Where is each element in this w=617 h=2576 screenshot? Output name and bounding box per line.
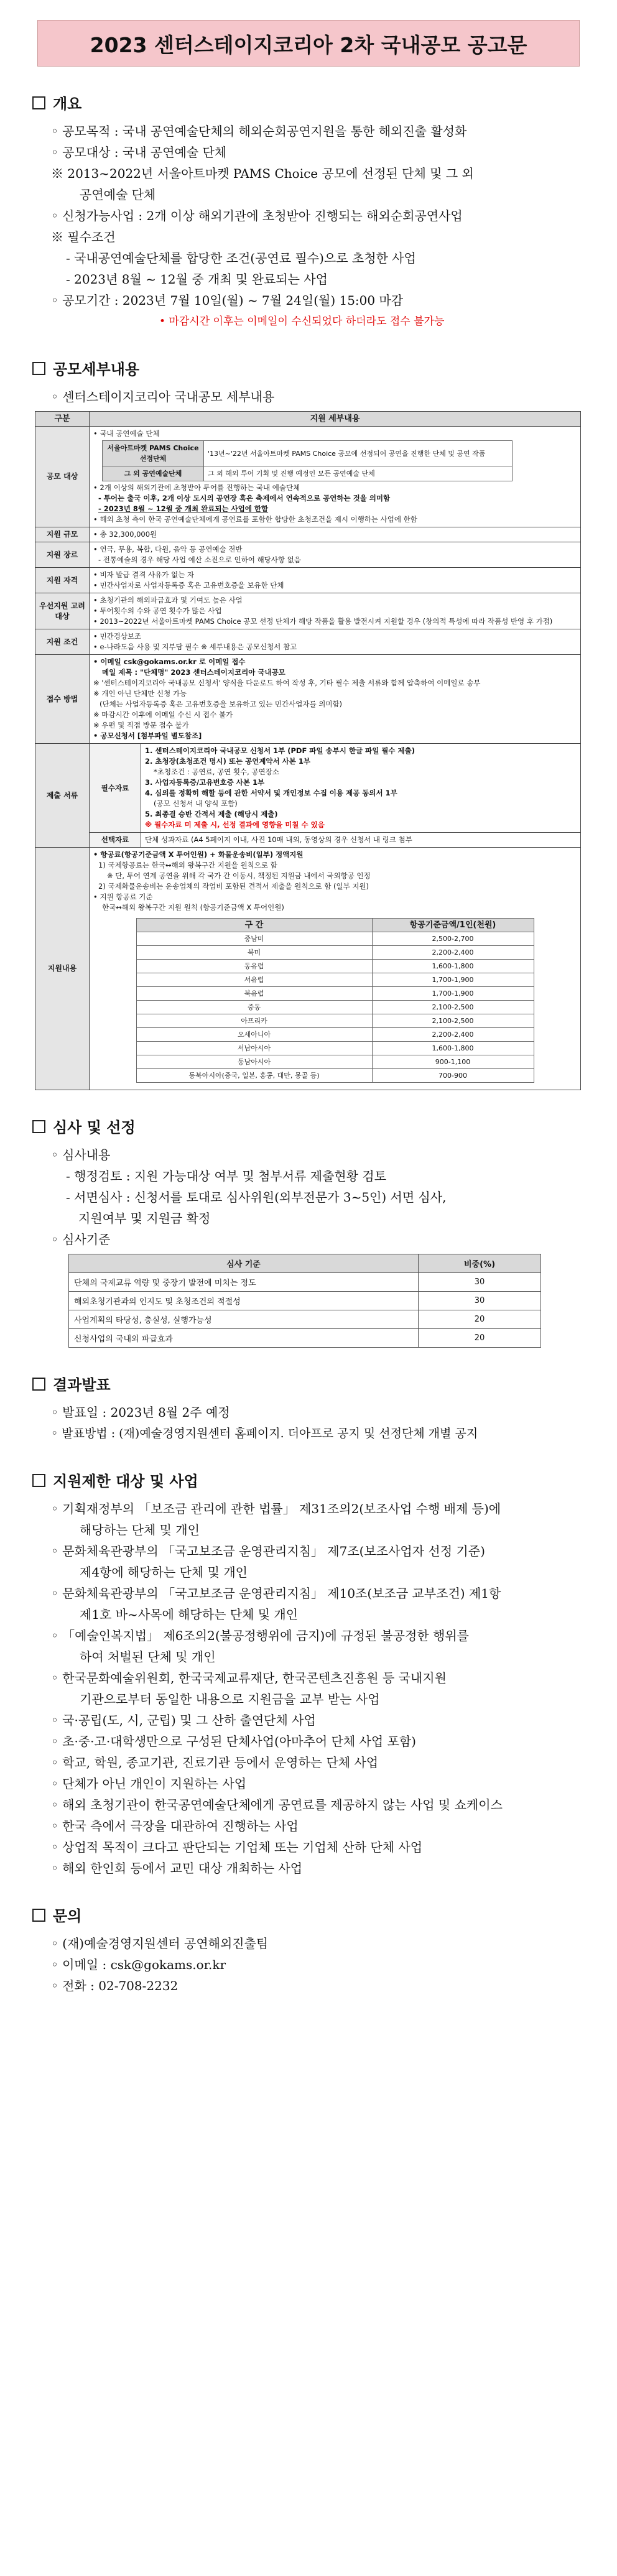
airfare-row	[136, 1001, 534, 1014]
restriction-item: 기관으로부터 동일한 내용으로 지원금을 교부 받는 사업	[80, 1692, 380, 1707]
criteria-weight: 30	[419, 1292, 541, 1310]
checkbox-square-icon	[32, 96, 45, 109]
restriction-item: ◦ 단체가 아닌 개인이 지원하는 사업	[51, 1776, 247, 1791]
contact-email[interactable]: ◦ 이메일 : csk@gokams.or.kr	[51, 1957, 226, 1972]
restriction-item: ◦ 문화체육관광부의 「국고보조금 운영관리지침」 제7조(보조사업자 선정 기준)	[51, 1544, 485, 1559]
restriction-item: ◦ 학교, 학원, 종교기관, 진료기관 등에서 운영하는 단체 사업	[51, 1755, 379, 1770]
airfare-zone: 중동	[136, 1001, 372, 1014]
restriction-item: ◦ 한국 측에서 극장을 대관하여 진행하는 사업	[51, 1818, 299, 1833]
restriction-list	[29, 1498, 588, 1879]
details-col-item: 구분	[35, 412, 90, 427]
airfare-amount: 2,100-2,500	[372, 1001, 534, 1014]
row-target: • 국내 공연예술 단체 서울아트마켓 PAMS Choice 선정단체 '13년~'22년 서울아트마켓 PAMS Choice 공모에 선정되어 공연을 진행한 단체 및 공연 작품 그 외 공연예술단체 그 외 해외 투어 기획 및 진행 예정인 모든 공연예술 단체 • 2개 이상의 해외기관에 초청받아 투어를 진행하는 국내 예술단체 - 투어는 출국 이후, 2개 이상 도시의 공연장 혹은 축제에서 연속적으로 공연하는 것을 의미함 - 2023년 8월 ~ 12월 중 개최 완료되는 사업에 한함 • 해외 초청 측이 한국 공연예술단체에게 공연료를 포함한 합당한 초청조건을 제시 이행하는 사업에 한함	[90, 427, 581, 527]
contact-org: ◦ (재)예술경영지원센터 공연해외진출팀	[51, 1936, 269, 1951]
checkbox-square-icon	[32, 362, 45, 375]
restriction-item: ◦ 상업적 목적이 크다고 판단되는 기업체 또는 기업체 산하 단체 사업	[51, 1840, 423, 1855]
airfare-zone: 동북아시아(중국, 일본, 홍콩, 대만, 몽골 등)	[136, 1069, 372, 1083]
overview-target-note-cont: 공연예술 단체	[80, 187, 156, 202]
airfare-zone: 동남아시아	[136, 1055, 372, 1069]
section-heading-overview: 개요	[32, 91, 588, 113]
airfare-zone: 아프리카	[136, 1014, 372, 1028]
review-criteria-row	[69, 1292, 541, 1310]
restriction-item: 제4항에 해당하는 단체 및 개인	[80, 1565, 248, 1580]
row-qualification: • 비자 발급 결격 사유가 없는 자 • 민간사업자로 사업자등록증 혹은 고유번호증을 보유한 단체	[90, 568, 581, 593]
announcement-page: 2023 센터스테이지코리아 2차 국내공모 공고문 개요 ◦ 공모목적 : 국내 공연예술단체의 해외순회공연지원을 통한 해외진출 활성화 ◦ 공모대상 : 국내 공연예술 단체 ※ 2013~2022년 서울아트마켓 PAMS Choice 공모에 선정된 단체 및 그 외 공연예술 단체 ◦ 신청가능사업 : 2개 이상 해외기관에 초청받아 진행되는 해외순회공연사업 ※ 필수조건 - 국내공연예술단체를 합당한 조건(공연료 필수)으로 초청한 사업 - 2023년 8월 ~ 12월 중 개최 및 완료되는 사업 ◦ 공모기간 : 2023년 7월 10일(월) ~ 7월 24일(월) 15:00 마감 • 마감시간 이후는 이메일이 수신되었다 하더라도 접수 불가능 공모세부내용 ◦ 센터스테이지코리아 국내공모 세부내용 구분 지원 세부내용 공모 대상 • 국내 공연예술 단체 서울아트마켓 PAMS Choice 선정단체 '13년~'22년 서울아트마켓 PAMS Choice 공모에 선정되어 공연을 진행한 단체 및 공연 작품 그 외 공연예술단체 그 외 해외 투어 기획 및 진행 예정인 모든 공연예술 단체 • 2개 이상의 해외기관에 초청받아 투어를 진행하는 국내 예술단체 - 투어는 출국 이후, 2개 이상 도시의 공연장 혹은 축제에서 연속적으로 공연하는 것을 의미함 - 2023년 8월 ~ 12월 중 개최 완료되는 사업에 한함 • 해외 초청 측이 한국 공연예술단체에게 공연료를 포함한 합당한 초청조건을 제시 이행하는 사업에 한함 지원 규모 • 총 32,300,000원 지원 장르 • 연극, 무용, 복합, 다원, 음악 등 공연예술 전반 - 전통예술의 경우 해당 사업 예산 소진으로 인하여 해당사항 없음 지원 자격 • 비자 발급 결격 사유가 없는 자 • 민간사업자로 사업자등록증 혹은 고유번호증을 보유한 단체 우선지원 고려대상 • 초청기관의 해외파급효과 및 기여도 높은 사업 • 투어횟수의 수와 공연 횟수가 많은 사업 • 2013~2022년 서울아트마켓 PAMS Choice 공모 선정 단체가 해당 작품을 활용 발전시켜 지원할 경우 (창의적 특성에 따라 작품성 반영 후 가점) 지원 조건 • 민간경상보조 • e-나라도움 사용 및 지부담 필수 ※ 세부내용은 공모신청서 참고 접수 방법 • 이메일 csk@gokams.or.kr 로 이메일 접수 메일 제목 : "단체명" 2023 센터스테이지코리아 국내공모 ※ '센터스테이지코리아 국내공모 신청서' 양식을 다운로드 하여 작성 후, 기타 필수 제출 서류와 함께 압축하여 이메일로 송부 ※ 개인 아닌 단체만 신청 가능 (단체는 사업자등록증 혹은 고유번호증을 보유하고 있는 민간사업자를 의미함) ※ 마감시간 이후에 이메일 수신 시 접수 불가 ※ 우편 및 직접 방문 접수 불가 • 공모신청서 [첨부파일 별도참조] 제출 서류 필수자료 1. 센터스테이지코리아 국내공모 신청서 1부 (PDF 파일 송부시 한글 파일 필수 제출) 2. 초청장(초청조건 명시) 또는 공연계약서 사본 1부 *초청조건 : 공연료, 공연 횟수, 공연장소 3. 사업자등록증/고유번호증 사본 1부 4. 심의를 정확히 해할 등에 관한 서약서 및 개인정보 수집 이용 제공 동의서 1부 (공모 신청서 내 양식 포함) 5. 최종결 승반 간적서 제출 (해당시 제출) ※ 필수자료 미 제출 시, 선정 결과에 영향을 미칠 수 있음 선택자료 단체 성과자료 (A4 5페이지 이내, 사진 10매 내외, 동영상의 경우 신청서 내 링크 첨부 지원내용 • 항공료(항공기준금액 X 투어인원) + 화물운송비(일부) 정액지원 1) 국제항공료는 한국↔해외 왕복구간 지원을 원칙으로 함 ※ 단, 투어 연계 공연을 위해 각 국가 간 이동시, 책정된 지원금 내에서 국외항공 인정 2) 국제화물운송비는 운송업체의 작업비 포함된 견적서 제출을 원칙으로 함 (일부 지원) • 지원 항공료 기준 한국↔해외 왕복구간 지원 원칙 (항공기준금액 X 투어인원) 구 간 항공기준금액/1인(천원) 중남미 2,500-2,700 북미 2,200-2,400 동유럽 1,600-1,800 서유럽 1,700-1,900 북유럽 1,700-1,900 중동 2,100-2,500 아프리카 2,100-2,500 오세아니아 2,200-2,400 서남아시아 1,600-1,800 동남아시아 900-1,100 동북아시아(중국, 일본, 홍콩, 대만, 몽골 등) 700-900 심사 및 선정 ◦ 심사내용 - 행정검토 : 지원 가능대상 여부 및 첨부서류 제출현황 검토 - 서면심사 : 신청서를 토대로 심사위원(외부전문가 3~5인) 서면 심사, 지원여부 및 지원금 확정 ◦ 심사기준 심사 기준 비중(%) 단체의 국제교류 역량 및 중장기 발전에 미치는 정도 30 해외초청기관과의 인지도 및 초청조건의 적절성 30 사업계획의 타당성, 충실성, 실행가능성 20 신청사업의 국내외 파급효과 20 결과발표 ◦ 발표일 : 2023년 8월 2주 예정 ◦ 발표방법 : (재)예술경영지원센터 홈페이지. 더아프로 공지 및 선정단체 개별 공지 지원제한 대상 및 사업 ◦ 기획재정부의 「보조금 관리에 관한 법률」 제31조의2(보조사업 수행 배제 등)에 해당하는 단체 및 개인 ◦ 문화체육관광부의 「국고보조금 운영관리지침」 제7조(보조사업자 선정 기준) 제4항에 해당하는 단체 및 개인 ◦ 문화체육관광부의 「국고보조금 운영관리지침」 제10조(보조금 교부조건) 제1항 제1호 바~사목에 해당하는 단체 및 개인 ◦ 「예술인복지법」 제6조의2(불공정행위에 금지)에 규정된 불공정한 행위를 하여 처벌된 단체 및 개인 ◦ 한국문화예술위원회, 한국국제교류재단, 한국콘텐츠진흥원 등 국내지원 기관으로부터 동일한 내용으로 지원금을 교부 받는 사업 ◦ 국·공립(도, 시, 군립) 및 그 산하 출연단체 사업 ◦ 초·중·고·대학생만으로 구성된 단체사업(아마추어 단체 사업 포함) ◦ 학교, 학원, 종교기관, 진료기관 등에서 운영하는 단체 사업 ◦ 단체가 아닌 개인이 지원하는 사업 ◦ 해외 초청기관이 한국공연예술단체에게 공연료를 제공하지 않는 사업 및 쇼케이스 ◦ 한국 측에서 극장을 대관하여 진행하는 사업 ◦ 상업적 목적이 크다고 판단되는 기업체 또는 기업체 산하 단체 사업 ◦ 해외 한인회 등에서 교민 대상 개최하는 사업 문의 ◦ (재)예술경영지원센터 공연해외진출팀 ◦ 이메일 : csk@gokams.or.kr ◦ 전화 : 02-708-2232	[0, 20, 617, 1996]
restriction-item: ◦ 문화체육관광부의 「국고보조금 운영관리지침」 제10조(보조금 교부조건) 제1항	[51, 1586, 501, 1601]
airfare-zone: 중남미	[136, 932, 372, 946]
row-method: • 이메일 csk@gokams.or.kr 로 이메일 접수 메일 제목 : "단체명" 2023 센터스테이지코리아 국내공모 ※ '센터스테이지코리아 국내공모 신청서' 양식을 다운로드 하여 작성 후, 기타 필수 제출 서류와 함께 압축하여 이메일로 송부 ※ 개인 아닌 단체만 신청 가능 (단체는 사업자등록증 혹은 고유번호증을 보유하고 있는 민간사업자를 의미함) ※ 마감시간 이후에 이메일 수신 시 접수 불가 ※ 우편 및 직접 방문 접수 불가 • 공모신청서 [첨부파일 별도참조]	[90, 655, 581, 744]
airfare-amount: 900-1,100	[372, 1055, 534, 1069]
overview-req-2: - 2023년 8월 ~ 12월 중 개최 및 완료되는 사업	[66, 272, 328, 287]
restriction-item: ◦ 「예술인복지법」 제6조의2(불공정행위에 금지)에 규정된 불공정한 행위를	[51, 1628, 469, 1643]
row-scale: • 총 32,300,000원	[90, 527, 581, 542]
overview-target-note: ※ 2013~2022년 서울아트마켓 PAMS Choice 공모에 선정된 단체 및 그 외	[51, 166, 474, 181]
email-submit-line: • 이메일 csk@gokams.or.kr 로 이메일 접수	[93, 657, 246, 666]
airfare-zone: 동유럽	[136, 960, 372, 973]
airfare-amount: 2,100-2,500	[372, 1014, 534, 1028]
review-criteria-table: 심사 기준 비중(%) 단체의 국제교류 역량 및 중장기 발전에 미치는 정도 30 해외초청기관과의 인지도 및 초청조건의 적절성 30 사업계획의 타당성, 충실성, 실행가능성 20 신청사업의 국내외 파급효과 20	[68, 1254, 541, 1348]
airfare-row	[136, 1069, 534, 1083]
overview-period-note: • 마감시간 이후는 이메일이 수신되었다 하더라도 접수 불가능	[159, 315, 445, 328]
overview-possible: ◦ 신청가능사업 : 2개 이상 해외기관에 초청받아 진행되는 해외순회공연사업	[51, 208, 463, 223]
airfare-zone: 서유럽	[136, 973, 372, 987]
criteria-name: 단체의 국제교류 역량 및 중장기 발전에 미치는 정도	[69, 1273, 419, 1292]
details-table: 구분 지원 세부내용 공모 대상 • 국내 공연예술 단체 서울아트마켓 PAMS Choice 선정단체 '13년~'22년 서울아트마켓 PAMS Choice 공모에 선정되어 공연을 진행한 단체 및 공연 작품 그 외 공연예술단체 그 외 해외 투어 기획 및 진행 예정인 모든 공연예술 단체 • 2개 이상의 해외기관에 초청받아 투어를 진행하는 국내 예술단체 - 투어는 출국 이후, 2개 이상 도시의 공연장 혹은 축제에서 연속적으로 공연하는 것을 의미함 - 2023년 8월 ~ 12월 중 개최 완료되는 사업에 한함 • 해외 초청 측이 한국 공연예술단체에게 공연료를 포함한 합당한 초청조건을 제시 이행하는 사업에 한함 지원 규모 • 총 32,300,000원 지원 장르 • 연극, 무용, 복합, 다원, 음악 등 공연예술 전반 - 전통예술의 경우 해당 사업 예산 소진으로 인하여 해당사항 없음 지원 자격 • 비자 발급 결격 사유가 없는 자 • 민간사업자로 사업자등록증 혹은 고유번호증을 보유한 단체 우선지원 고려대상 • 초청기관의 해외파급효과 및 기여도 높은 사업 • 투어횟수의 수와 공연 횟수가 많은 사업 • 2013~2022년 서울아트마켓 PAMS Choice 공모 선정 단체가 해당 작품을 활용 발전시켜 지원할 경우 (창의적 특성에 따라 작품성 반영 후 가점) 지원 조건 • 민간경상보조 • e-나라도움 사용 및 지부담 필수 ※ 세부내용은 공모신청서 참고 접수 방법 • 이메일 csk@gokams.or.kr 로 이메일 접수 메일 제목 : "단체명" 2023 센터스테이지코리아 국내공모 ※ '센터스테이지코리아 국내공모 신청서' 양식을 다운로드 하여 작성 후, 기타 필수 제출 서류와 함께 압축하여 이메일로 송부 ※ 개인 아닌 단체만 신청 가능 (단체는 사업자등록증 혹은 고유번호증을 보유하고 있는 민간사업자를 의미함) ※ 마감시간 이후에 이메일 수신 시 접수 불가 ※ 우편 및 직접 방문 접수 불가 • 공모신청서 [첨부파일 별도참조] 제출 서류 필수자료 1. 센터스테이지코리아 국내공모 신청서 1부 (PDF 파일 송부시 한글 파일 필수 제출) 2. 초청장(초청조건 명시) 또는 공연계약서 사본 1부 *초청조건 : 공연료, 공연 횟수, 공연장소 3. 사업자등록증/고유번호증 사본 1부 4. 심의를 정확히 해할 등에 관한 서약서 및 개인정보 수집 이용 제공 동의서 1부 (공모 신청서 내 양식 포함) 5. 최종결 승반 간적서 제출 (해당시 제출) ※ 필수자료 미 제출 시, 선정 결과에 영향을 미칠 수 있음 선택자료 단체 성과자료 (A4 5페이지 이내, 사진 10매 내외, 동영상의 경우 신청서 내 링크 첨부 지원내용 • 항공료(항공기준금액 X 투어인원) + 화물운송비(일부) 정액지원 1) 국제항공료는 한국↔해외 왕복구간 지원을 원칙으로 함 ※ 단, 투어 연계 공연을 위해 각 국가 간 이동시, 책정된 지원금 내에서 국외항공 인정 2) 국제화물운송비는 운송업체의 작업비 포함된 견적서 제출을 원칙으로 함 (일부 지원) • 지원 항공료 기준 한국↔해외 왕복구간 지원 원칙 (항공기준금액 X 투어인원) 구 간 항공기준금액/1인(천원) 중남미 2,500-2,700 북미 2,200-2,400 동유럽 1,600-1,800 서유럽 1,700-1,900 북유럽 1,700-1,900 중동 2,100-2,500 아프리카 2,100-2,500 오세아니아 2,200-2,400 서남아시아 1,600-1,800 동남아시아 900-1,100 동북아시아(중국, 일본, 홍콩, 대만, 몽골 등) 700-900	[35, 411, 581, 1090]
checkbox-square-icon	[32, 1474, 45, 1487]
overview-req-title: ※ 필수조건	[51, 229, 116, 244]
section-heading-restriction: 지원제한 대상 및 사업	[32, 1469, 588, 1491]
airfare-amount: 1,600-1,800	[372, 1042, 534, 1055]
restriction-item: 해당하는 단체 및 개인	[80, 1522, 200, 1537]
row-optional-docs: 단체 성과자료 (A4 5페이지 이내, 사진 10매 내외, 동영상의 경우 신청서 내 링크 첨부	[141, 833, 581, 848]
criteria-name: 해외초청기관과의 인지도 및 초청조건의 적절성	[69, 1292, 419, 1310]
review-criteria-row	[69, 1273, 541, 1292]
checkbox-square-icon	[32, 1909, 45, 1922]
details-col-detail: 지원 세부내용	[90, 412, 581, 427]
row-label-target: 공모 대상	[35, 427, 90, 527]
airfare-zone: 북미	[136, 946, 372, 960]
restriction-item: 제1호 바~사목에 해당하는 단체 및 개인	[80, 1607, 299, 1622]
overview-target: ◦ 공모대상 : 국내 공연예술 단체	[51, 145, 227, 160]
criteria-name: 신청사업의 국내외 파급효과	[69, 1329, 419, 1348]
airfare-zone: 서남아시아	[136, 1042, 372, 1055]
airfare-row	[136, 1042, 534, 1055]
restriction-item: ◦ 한국문화예술위원회, 한국국제교류재단, 한국콘텐츠진흥원 등 국내지원	[51, 1670, 447, 1685]
review-criteria-row	[69, 1329, 541, 1348]
section-heading-details: 공모세부내용	[32, 357, 588, 379]
airfare-amount: 2,200-2,400	[372, 1028, 534, 1042]
airfare-amount: 2,500-2,700	[372, 932, 534, 946]
application-form-attachment: • 공모신청서 [첨부파일 별도참조]	[93, 731, 202, 740]
target-inner-table: 서울아트마켓 PAMS Choice 선정단체 '13년~'22년 서울아트마켓 PAMS Choice 공모에 선정되어 공연을 진행한 단체 및 공연 작품 그 외 공연예술단체 그 외 해외 투어 기획 및 진행 예정인 모든 공연예술 단체	[102, 440, 513, 481]
airfare-row	[136, 946, 534, 960]
row-preference: • 초청기관의 해외파급효과 및 기여도 높은 사업 • 투어횟수의 수와 공연 횟수가 많은 사업 • 2013~2022년 서울아트마켓 PAMS Choice 공모 선정 단체가 해당 작품을 활용 발전시켜 지원할 경우 (창의적 특성에 따라 작품성 반영 후 가점)	[90, 593, 581, 629]
details-intro: ◦ 센터스테이지코리아 국내공모 세부내용	[51, 389, 275, 404]
criteria-weight: 30	[419, 1273, 541, 1292]
criteria-name: 사업계획의 타당성, 충실성, 실행가능성	[69, 1310, 419, 1329]
airfare-row	[136, 960, 534, 973]
section-heading-contact: 문의	[32, 1904, 588, 1925]
criteria-weight: 20	[419, 1329, 541, 1348]
restriction-item: ◦ 국·공립(도, 시, 군립) 및 그 산하 출연단체 사업	[51, 1713, 316, 1728]
airfare-row	[136, 1014, 534, 1028]
overview-period: ◦ 공모기간 : 2023년 7월 10일(월) ~ 7월 24일(월) 15:00 마감	[51, 293, 404, 308]
airfare-row	[136, 973, 534, 987]
row-required-docs: 1. 센터스테이지코리아 국내공모 신청서 1부 (PDF 파일 송부시 한글 파일 필수 제출) 2. 초청장(초청조건 명시) 또는 공연계약서 사본 1부 *초청조건 : 공연료, 공연 횟수, 공연장소 3. 사업자등록증/고유번호증 사본 1부 4. 심의를 정확히 해할 등에 관한 서약서 및 개인정보 수집 이용 제공 동의서 1부 (공모 신청서 내 양식 포함) 5. 최종결 승반 간적서 제출 (해당시 제출) ※ 필수자료 미 제출 시, 선정 결과에 영향을 미칠 수 있음	[141, 744, 581, 833]
row-condition: • 민간경상보조 • e-나라도움 사용 및 지부담 필수 ※ 세부내용은 공모신청서 참고	[90, 629, 581, 655]
criteria-weight: 20	[419, 1310, 541, 1329]
airfare-row	[136, 1028, 534, 1042]
overview-purpose: ◦ 공모목적 : 국내 공연예술단체의 해외순회공연지원을 통한 해외진출 활성화	[51, 124, 467, 139]
restriction-item: ◦ 기획재정부의 「보조금 관리에 관한 법률」 제31조의2(보조사업 수행 배제 등)에	[51, 1501, 501, 1516]
contact-phone: ◦ 전화 : 02-708-2232	[51, 1978, 179, 1993]
restriction-item: ◦ 해외 초청기관이 한국공연예술단체에게 공연료를 제공하지 않는 사업 및 쇼케이스	[51, 1797, 503, 1812]
airfare-amount: 2,200-2,400	[372, 946, 534, 960]
airfare-row	[136, 987, 534, 1001]
airfare-row	[136, 932, 534, 946]
airfare-amount: 1,700-1,900	[372, 973, 534, 987]
document-title: 2023 센터스테이지코리아 2차 국내공모 공고문	[37, 20, 580, 67]
airfare-zone: 북유럽	[136, 987, 372, 1001]
airfare-amount: 700-900	[372, 1069, 534, 1083]
airfare-zone: 오세아니아	[136, 1028, 372, 1042]
restriction-item: 하여 처벌된 단체 및 개인	[80, 1649, 216, 1664]
overview-req-1: - 국내공연예술단체를 합당한 조건(공연료 필수)으로 초청한 사업	[66, 251, 416, 266]
section-heading-review: 심사 및 선정	[32, 1115, 588, 1137]
restriction-item: ◦ 초·중·고·대학생만으로 구성된 단체사업(아마추어 단체 사업 포함)	[51, 1734, 416, 1749]
review-criteria-row	[69, 1310, 541, 1329]
airfare-row	[136, 1055, 534, 1069]
airfare-amount: 1,700-1,900	[372, 987, 534, 1001]
row-support: • 항공료(항공기준금액 X 투어인원) + 화물운송비(일부) 정액지원 1) 국제항공료는 한국↔해외 왕복구간 지원을 원칙으로 함 ※ 단, 투어 연계 공연을 위해 각 국가 간 이동시, 책정된 지원금 내에서 국외항공 인정 2) 국제화물운송비는 운송업체의 작업비 포함된 견적서 제출을 원칙으로 함 (일부 지원) • 지원 항공료 기준 한국↔해외 왕복구간 지원 원칙 (항공기준금액 X 투어인원) 구 간 항공기준금액/1인(천원) 중남미 2,500-2,700 북미 2,200-2,400 동유럽 1,600-1,800 서유럽 1,700-1,900 북유럽 1,700-1,900 중동 2,100-2,500 아프리카 2,100-2,500 오세아니아 2,200-2,400 서남아시아 1,600-1,800 동남아시아 900-1,100 동북아시아(중국, 일본, 홍콩, 대만, 몽골 등) 700-900	[90, 848, 581, 1090]
checkbox-square-icon	[32, 1378, 45, 1391]
airfare-amount: 1,600-1,800	[372, 960, 534, 973]
airfare-table: 구 간 항공기준금액/1인(천원) 중남미 2,500-2,700 북미 2,200-2,400 동유럽 1,600-1,800 서유럽 1,700-1,900 북유럽 1,700-1,900 중동 2,100-2,500 아프리카 2,100-2,500 오세아니아 2,200-2,400 서남아시아 1,600-1,800 동남아시아 900-1,100 동북아시아(중국, 일본, 홍콩, 대만, 몽골 등) 700-900	[136, 918, 534, 1083]
restriction-item: ◦ 해외 한인회 등에서 교민 대상 개최하는 사업	[51, 1861, 303, 1876]
row-genre: • 연극, 무용, 복합, 다원, 음악 등 공연예술 전반 - 전통예술의 경우 해당 사업 예산 소진으로 인하여 해당사항 없음	[90, 542, 581, 568]
section-heading-result: 결과발표	[32, 1373, 588, 1394]
checkbox-square-icon	[32, 1120, 45, 1133]
